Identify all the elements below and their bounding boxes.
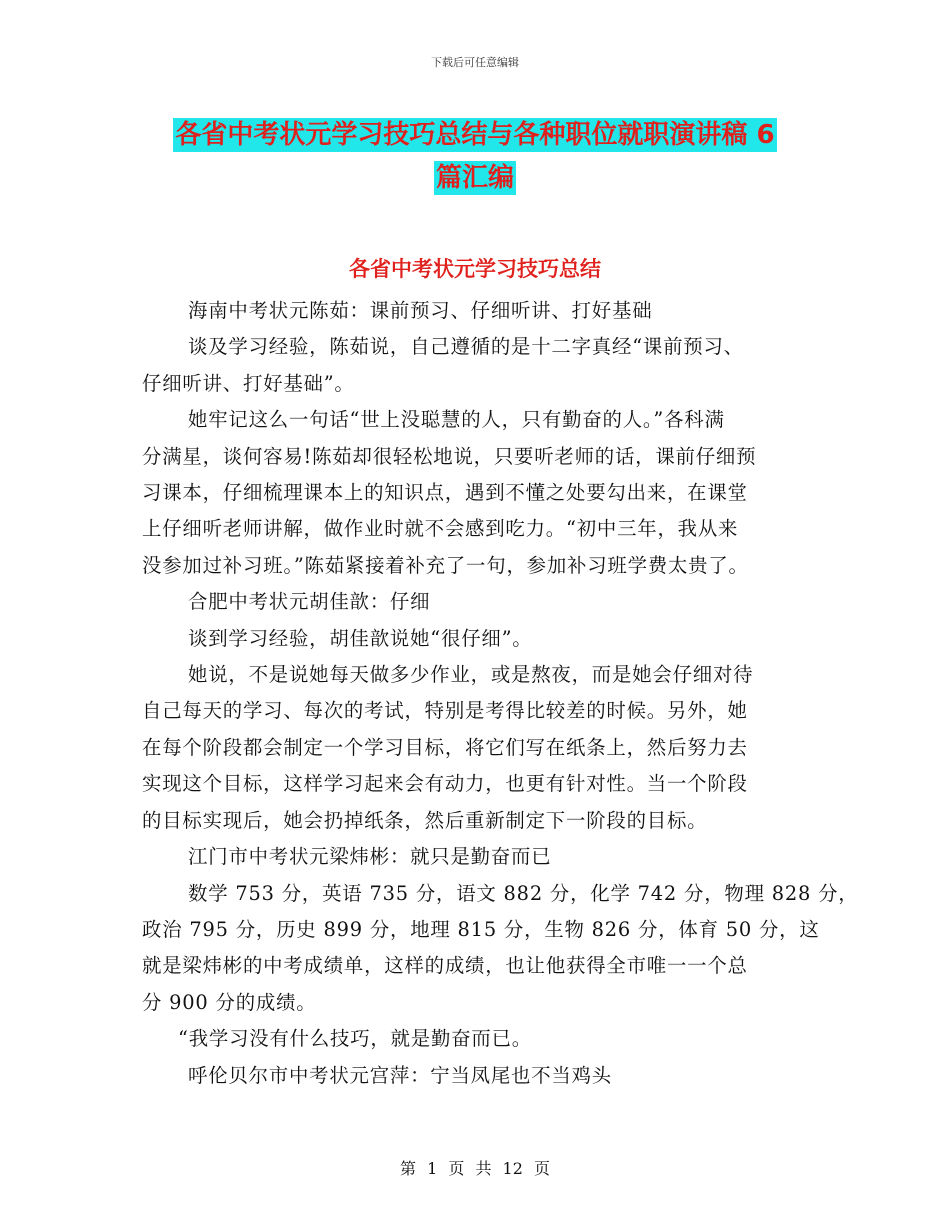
section-title: 各省中考状元学习技巧总结 (349, 257, 601, 281)
text-line: 她说，不是说她每天做多少作业，或是熬夜，而是她会仔细对待 (188, 663, 754, 687)
text-line: 没参加过补习班。”陈茹紧接着补充了一句，参加补习班学费太贵了。 (142, 553, 749, 577)
document-title-line-2 (0, 157, 950, 194)
text-line: 呼伦贝尔市中考状元宫萍：宁当凤尾也不当鸡头 (188, 1063, 613, 1087)
text-line: 政治 795 分，历史 899 分，地理 815 分，生物 826 分，体育 50 分，这 (142, 917, 820, 941)
text-line: 自己每天的学习、每次的考试，特别是考得比较差的时候。另外，她 (142, 699, 748, 723)
text-line: 海南中考状元陈茹：课前预习、仔细听讲、打好基础 (188, 299, 653, 322)
text-line: 合肥中考状元胡佳歆：仔细 (188, 590, 431, 614)
text-line: 她牢记这么一句话“世上没聪慧的人，只有勤奋的人。”各科满 (188, 408, 725, 432)
text-line: 数学 753 分，英语 735 分，语文 882 分，化学 742 分，物理 828 分， (188, 881, 859, 905)
text-line: 谈及学习经验，陈茹说，自己遵循的是十二字真经“课前预习、 (188, 335, 744, 359)
page-header-note: 下载后可任意编辑 (431, 56, 519, 69)
text-line: 习课本，仔细梳理课本上的知识点，遇到不懂之处要勾出来，在课堂 (142, 481, 748, 505)
text-line: 就是梁炜彬的中考成绩单，这样的成绩，也让他获得全市唯一一个总 (142, 954, 748, 978)
title-highlight: 各省中考状元学习技巧总结与各种职位就职演讲稿 6 (175, 120, 775, 150)
text-line: 分 900 分的成绩。 (142, 990, 317, 1014)
page-footer: 第 1 页 共 12 页 (400, 1159, 550, 1178)
text-line: 上仔细听老师讲解，做作业时就不会感到吃力。“初中三年，我从来 (142, 517, 739, 541)
text-line: 仔细听讲、打好基础”。 (142, 371, 355, 395)
document-body (142, 293, 859, 1094)
title-highlight: 篇汇编 (435, 163, 514, 193)
text-line: 谈到学习经验，胡佳歆说她“很仔细”。 (188, 626, 533, 650)
document-title-line-1 (0, 114, 950, 151)
text-line: 的目标实现后，她会扔掉纸条，然后重新制定下一阶段的目标。 (142, 808, 708, 832)
text-line: 实现这个目标，这样学习起来会有动力，也更有针对性。当一个阶段 (142, 772, 748, 796)
text-line: 分满星，谈何容易!陈茹却很轻松地说，只要听老师的话，课前仔细预 (142, 444, 757, 468)
text-line: 在每个阶段都会制定一个学习目标，将它们写在纸条上，然后努力去 (142, 735, 748, 759)
text-line: 江门市中考状元梁炜彬：就只是勤奋而已 (188, 845, 552, 869)
text-line: “我学习没有什么技巧，就是勤奋而已。 (178, 1027, 532, 1051)
